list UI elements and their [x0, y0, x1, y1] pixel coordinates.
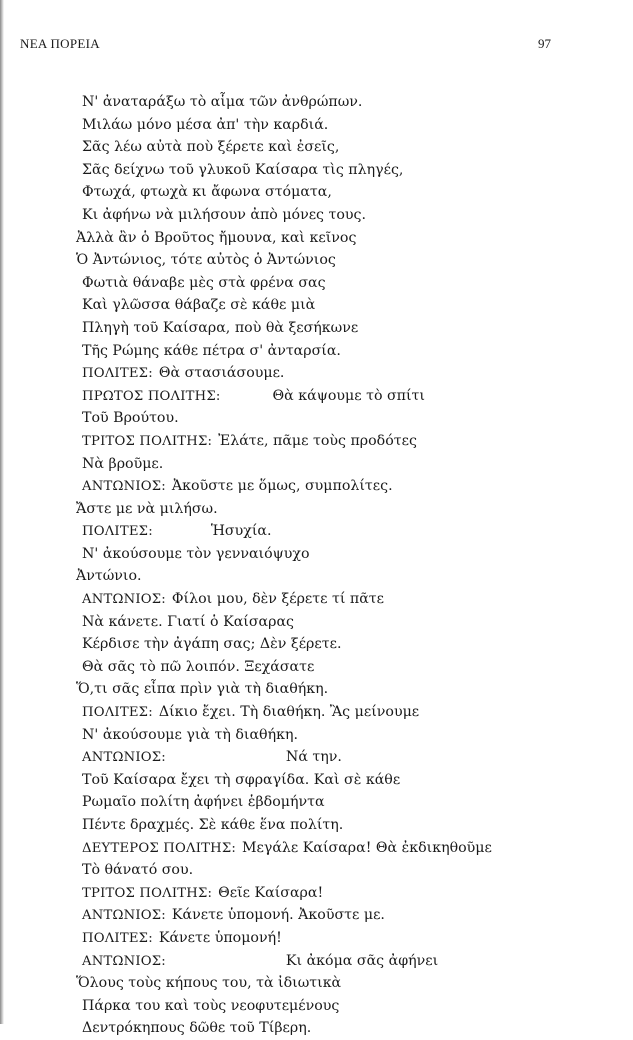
line-text: Τῆς Ρώμης κάθε πέτρα σ' ἀνταρσία.: [82, 342, 341, 359]
verse-line: [82, 950, 602, 973]
verse-line: [82, 91, 602, 114]
line-text: Πάρκα του καὶ τοὺς νεοφυτεμένους: [82, 997, 340, 1014]
line-text: Μιλάω μόνο μέσα ἀπ' τὴν καρδιά.: [82, 116, 329, 133]
speaker-name: ΔΕΥΤΕΡΟΣ ΠΟΛΙΤΗΣ:: [82, 840, 236, 856]
verse-line: [82, 995, 602, 1018]
verse-line: [82, 904, 602, 927]
page-edge-shadow: [0, 0, 4, 1024]
line-text: Θὰ κάψουμε τὸ σπίτι: [272, 387, 425, 404]
line-text: Δίκιο ἔχει. Τὴ διαθήκη. Ἂς μείνουμε: [158, 704, 420, 721]
line-text: Θὰ στασιάσουμε.: [158, 365, 285, 382]
line-text: Νὰ κάνετε. Γιατί ὁ Καίσαρας: [82, 613, 294, 630]
verse-line: [82, 362, 602, 385]
verse-line: [82, 814, 602, 837]
verse-line: [76, 972, 602, 995]
line-text: Ν' ἀναταράξω τὸ αἷμα τῶν ἀνθρώπων.: [82, 94, 363, 110]
verse-line: [82, 294, 602, 317]
line-text: Πληγὴ τοῦ Καίσαρα, ποὺ θὰ ξεσήκωνε: [82, 319, 359, 336]
speaker-name: ΤΡΙΤΟΣ ΠΟΛΙΤΗΣ:: [82, 433, 213, 449]
verse-line: [82, 543, 602, 566]
verse-line: [82, 340, 602, 363]
line-text: Ἐλάτε, πᾶμε τοὺς προδότες: [218, 432, 417, 449]
verse-line: [82, 272, 602, 295]
line-text: Τοῦ Βρούτου.: [82, 410, 179, 427]
speaker-name: ΠΟΛΙΤΕΣ:: [82, 366, 153, 382]
verse-line: [82, 724, 602, 747]
line-text: Φωτιὰ θάναβε μὲς στὰ φρένα σας: [82, 274, 326, 291]
line-text: Ὁ Ἀντώνιος, τότε αὐτὸς ὁ Ἀντώνιος: [76, 252, 336, 269]
speaker-name: ΠΟΛΙΤΕΣ:: [82, 930, 153, 946]
verse-line: [82, 701, 602, 724]
verse-line: [82, 837, 602, 860]
line-text: Κι ἀφήνω νὰ μιλήσουν ἀπὸ μόνες τους.: [82, 206, 366, 223]
line-text: Ἀντώνιο.: [76, 568, 142, 585]
speaker-name: ΠΟΛΙΤΕΣ:: [82, 705, 153, 721]
line-text: Πέντε δραχμές. Σὲ κάθε ἕνα πολίτη.: [82, 817, 344, 833]
line-text: Θὰ σᾶς τὸ πῶ λοιπόν. Ξεχάσατε: [82, 658, 315, 675]
verse-line: [82, 882, 602, 905]
verse-line: [82, 114, 602, 137]
verse-line: [82, 746, 602, 769]
verse-line: [82, 520, 602, 543]
line-text: Κέρδισε τὴν ἀγάπη σας; Δὲν ξέρετε.: [82, 636, 342, 653]
play-text: [76, 91, 602, 1040]
speaker-name: ΑΝΤΩΝΙΟΣ:: [82, 953, 166, 969]
speaker-name: ΑΝΤΩΝΙΟΣ:: [82, 479, 166, 495]
verse-line: [76, 249, 602, 272]
line-text: Καὶ γλῶσσα θάβαζε σὲ κάθε μιὰ: [82, 297, 316, 314]
line-text: Νὰ βροῦμε.: [82, 455, 164, 472]
line-text: Μεγάλε Καίσαρα! Θὰ ἐκδικηθοῦμε: [242, 839, 492, 856]
verse-line: [82, 656, 602, 679]
line-text: Ἡσυχία.: [210, 523, 272, 540]
verse-line: [82, 136, 602, 159]
line-text: Φίλοι μου, δὲν ξέρετε τί πᾶτε: [171, 591, 385, 608]
verse-line: [76, 565, 602, 588]
line-text: Σᾶς λέω αὐτὰ ποὺ ξέρετε καὶ ἐσεῖς,: [82, 139, 340, 156]
line-text: Τὸ θάνατό σου.: [82, 862, 194, 879]
page-number: 97: [538, 36, 551, 51]
verse-line: [82, 385, 602, 408]
speaker-name: ΑΝΤΩΝΙΟΣ:: [82, 592, 166, 608]
verse-line: [82, 769, 602, 792]
verse-line: [82, 611, 602, 634]
verse-line: [82, 927, 602, 950]
line-text: Κάνετε ὑπομονή!: [158, 929, 282, 946]
verse-line: [76, 498, 602, 521]
line-text: Ν' ἀκούσουμε τὸν γενναιόψυχο: [82, 545, 310, 562]
verse-line: [76, 678, 602, 701]
running-title: ΝΕΑ ΠΟΡΕΙΑ: [20, 36, 100, 51]
speaker-name: ΑΝΤΩΝΙΟΣ:: [82, 908, 166, 924]
verse-line: [82, 407, 602, 430]
line-text: Κάνετε ὑπομονή. Ἀκοῦστε με.: [171, 907, 385, 924]
verse-line: [82, 204, 602, 227]
line-text: Ὅ,τι σᾶς εἶπα πρὶν γιὰ τὴ διαθήκη.: [76, 681, 329, 698]
verse-line: [82, 430, 602, 453]
verse-line: [82, 588, 602, 611]
line-text: Δεντρόκηπους δῶθε τοῦ Τίβερη.: [82, 1020, 312, 1037]
verse-line: [82, 453, 602, 476]
speaker-name: ΠΡΩΤΟΣ ΠΟΛΙΤΗΣ:: [82, 388, 221, 404]
verse-line: [82, 1017, 602, 1040]
page-header: [20, 36, 613, 54]
verse-line: [82, 791, 602, 814]
verse-line: [82, 317, 602, 340]
verse-line: [82, 633, 602, 656]
verse-line: [82, 475, 602, 498]
line-text: Ἀκοῦστε με ὅμως, συμπολίτες.: [171, 478, 393, 495]
verse-line: [82, 159, 602, 182]
line-text: Ἀλλὰ ἂν ὁ Βροῦτος ἤμουνα, καὶ κεῖνος: [76, 229, 357, 246]
line-text: Ν' ἀκούσουμε γιὰ τὴ διαθήκη.: [82, 726, 298, 743]
verse-line: [82, 181, 602, 204]
line-text: Ρωμαῖο πολίτη ἀφήνει ἑβδομήντα: [82, 794, 325, 811]
line-text: Ὅλους τοὺς κήπους του, τὰ ἰδιωτικὰ: [76, 975, 342, 992]
verse-line: [76, 227, 602, 250]
line-text: Φτωχά, φτωχὰ κι ἄφωνα στόματα,: [82, 184, 332, 201]
speaker-name: ΠΟΛΙΤΕΣ:: [82, 524, 153, 540]
verse-line: [82, 859, 602, 882]
line-text: Τοῦ Καίσαρα ἔχει τὴ σφραγίδα. Καὶ σὲ κάθε: [82, 771, 401, 788]
speaker-name: ΤΡΙΤΟΣ ΠΟΛΙΤΗΣ:: [82, 885, 213, 901]
line-text: Θεῖε Καίσαρα!: [218, 884, 324, 901]
speaker-name: ΑΝΤΩΝΙΟΣ:: [82, 750, 166, 766]
line-text: Κι ἀκόμα σᾶς ἀφήνει: [285, 952, 439, 969]
line-text: Ἄστε με νὰ μιλήσω.: [76, 500, 218, 517]
line-text: Σᾶς δείχνω τοῦ γλυκοῦ Καίσαρα τὶς πληγές,: [82, 161, 404, 178]
line-text: Νά την.: [285, 749, 342, 766]
